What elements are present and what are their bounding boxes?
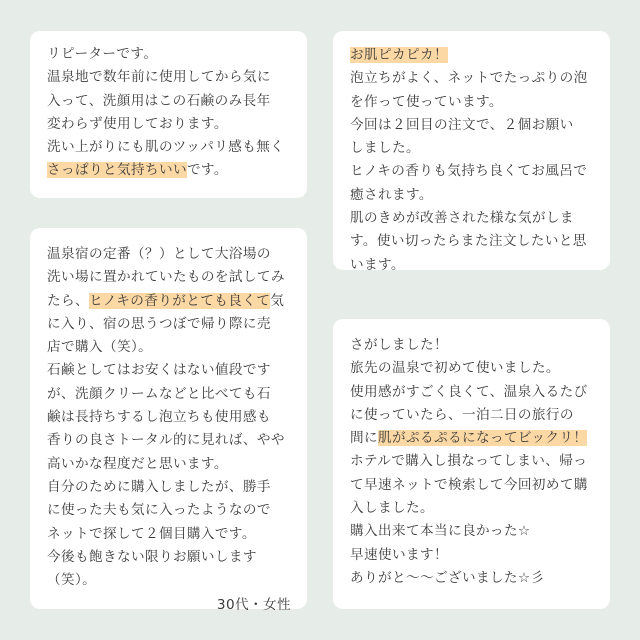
review-text: 使用感がすごく良くて、温泉入るたび [350, 383, 588, 400]
review-line [47, 313, 299, 336]
review-line [47, 43, 297, 66]
review-text: 香りの良さトータル的に見れば、やや [47, 432, 285, 449]
review-text: （笑）。 [47, 572, 97, 589]
review-line [47, 406, 299, 429]
review-line [47, 159, 297, 182]
review-text: 泡立ちがよく、ネットでたっぷりの泡 [350, 70, 588, 87]
review-line [350, 207, 602, 230]
review-text: を作って使っています。 [350, 93, 503, 110]
highlighted-text: 肌がぷるぷるになってビックリ！ [378, 430, 588, 447]
review-line [350, 404, 602, 427]
review-text: しました。 [350, 140, 420, 157]
review-card [333, 31, 610, 273]
review-text: リピーターです。 [47, 46, 158, 62]
review-line [47, 113, 297, 136]
review-line [47, 243, 299, 266]
review-text: 購入出来て本当に良かった☆ [350, 523, 531, 540]
review-text: 早速使います！ [350, 546, 448, 563]
review-line [47, 90, 297, 113]
highlighted-text: さっぱりと気持ちいい [47, 162, 187, 179]
review-line [350, 114, 602, 137]
review-text: います。 [350, 256, 405, 273]
review-line [350, 44, 602, 67]
review-line [47, 336, 299, 359]
review-text: ヒノキの香りも気持ち良くてお風呂で [350, 163, 588, 180]
review-line [350, 450, 602, 473]
review-line [350, 137, 602, 160]
review-line [47, 359, 299, 382]
review-text: 今後も飽きない限りお願いします [47, 548, 257, 565]
review-text: ホテルで購入し損なってしまい、帰っ [350, 453, 588, 470]
review-text: 鹸は長持ちするし泡立ちも使用感も [47, 409, 271, 426]
review-text: ネットで探して２個目購入です。 [47, 525, 256, 542]
review-line [47, 453, 299, 476]
review-text: 洗い場に置かれていたものを試してみ [47, 269, 285, 286]
review-text: です。 [186, 162, 228, 179]
review-card [30, 31, 307, 198]
review-text: 温泉地で数年前に使用してから気に [47, 69, 271, 86]
review-line [350, 497, 602, 520]
review-text: に入り、宿の思うつぼで帰り際に売 [47, 315, 271, 332]
review-line [350, 520, 602, 543]
review-line [47, 66, 297, 89]
review-line [47, 136, 297, 159]
review-text: 入って、洗顔用はこの石鹸のみ長年 [47, 92, 271, 109]
review-text: 入しました。 [350, 500, 434, 517]
review-line [350, 91, 602, 114]
review-line [350, 230, 602, 253]
review-line [350, 427, 602, 450]
review-line [47, 499, 299, 522]
review-line [350, 544, 602, 567]
review-line [47, 429, 299, 452]
review-text: 高いかな程度だと思います。 [47, 455, 228, 472]
review-line [47, 476, 299, 499]
review-text: に使った夫も気に入ったようなので [47, 502, 271, 519]
review-text: に使っていたら、一泊二日の旅行の [350, 406, 574, 423]
review-line [350, 381, 602, 404]
review-line [47, 523, 299, 546]
highlighted-text: お肌ピカピカ！ [350, 47, 448, 63]
review-text: す。使い切ったらまた注文したいと思 [350, 233, 587, 250]
review-text: 自分のために購入しましたが、勝手 [47, 478, 271, 495]
review-line [47, 383, 299, 406]
review-text: 旅先の温泉で初めて使いました。 [350, 360, 560, 377]
review-text: 店で購入（笑）。 [47, 339, 153, 356]
review-text: 癒されます。 [350, 186, 433, 203]
review-line [47, 290, 299, 313]
review-text: 変わらず使用しております。 [47, 115, 228, 132]
review-line [47, 546, 299, 569]
review-line [350, 357, 602, 380]
review-line [350, 67, 602, 90]
review-card [333, 319, 610, 609]
review-text: たら、 [47, 292, 89, 309]
review-line [350, 160, 602, 183]
review-text: 石鹸としてはお安くはない値段です [47, 362, 271, 379]
review-line [47, 266, 299, 289]
review-text: が、洗顔クリームなどと比べても石 [47, 385, 271, 402]
review-text: 今回は２回目の注文で、２個お願い [350, 116, 574, 133]
review-line [350, 567, 602, 590]
review-line [47, 569, 299, 592]
review-text: て早速ネットで検索して今回初めて購 [350, 476, 588, 493]
review-line [350, 184, 602, 207]
review-line [350, 254, 602, 277]
review-text: 気 [270, 292, 285, 309]
highlighted-text: ヒノキの香りがとても良くて [88, 292, 271, 309]
review-text: 肌のきめが改善された様な気がしま [350, 210, 574, 227]
review-text: 洗い上がりにも肌のツッパリ感も無く [47, 139, 285, 156]
review-line [350, 334, 602, 357]
review-text: ありがと〜〜ございました☆彡 [350, 569, 545, 586]
review-card [30, 228, 307, 614]
review-text: 間に [350, 430, 378, 447]
review-text: さがしました！ [350, 337, 448, 353]
reviewer-info: 30代・女性 [216, 597, 291, 614]
review-line [350, 474, 602, 497]
review-text: 温泉宿の定番（？）として大浴場の [47, 246, 271, 262]
